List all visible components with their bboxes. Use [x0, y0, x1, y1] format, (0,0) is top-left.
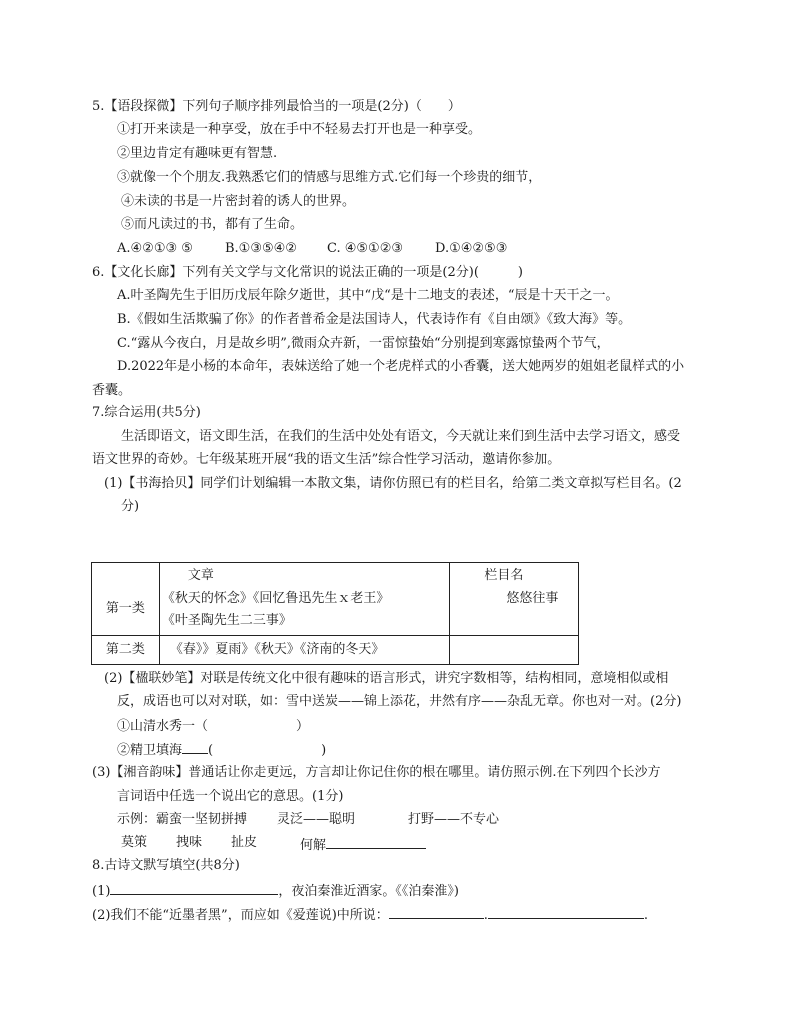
row1-label-cell — [92, 563, 160, 636]
q7-title: 7.综合运用(共5分) — [92, 405, 201, 420]
q8-s2-blank-2[interactable] — [488, 904, 644, 919]
example-3: 打野——不专心 — [408, 812, 500, 827]
q5-item-4: ④未读的书是一片密封着的诱人的世界。 — [121, 194, 356, 209]
q7-part2-line1: (2)【楹联妙笔】对联是传统文化中很有趣味的语言形式，讲究字数相等，结构相同，意境相似或相 — [104, 671, 669, 686]
row1-label: 第一类 — [105, 601, 145, 616]
q7-part2-a-blank[interactable] — [208, 716, 296, 730]
q8-sentence-1 — [92, 880, 459, 901]
q8-sentence-2 — [92, 904, 648, 925]
q7-part2-b-suffix: ) — [321, 743, 327, 758]
q7-part2-line2: 反，成语也可以对对联，如：雪中送炭——锦上添花，井然有序——杂乱无章。你也对一对。(2分) — [117, 694, 682, 709]
q7-part3-example — [117, 811, 247, 829]
q8-s2-sep: . — [483, 908, 488, 923]
dialect-word-4-label: 何解 — [300, 838, 327, 853]
header-article: 文章 — [187, 568, 214, 583]
q8-s1-blank[interactable] — [110, 880, 278, 895]
example-label: 示例： — [117, 812, 157, 827]
row2-label: 第二类 — [92, 636, 160, 665]
header-column: 栏目名 — [484, 568, 524, 583]
row1-articles-line2: 《叶圣陶先生二三事》 — [161, 613, 292, 628]
q7-part2-a-suffix: ） — [296, 719, 310, 734]
q8-title: 8.古诗文默写填空(共8分) — [92, 858, 240, 873]
q5-option-a: A.④②①③ ⑤ — [117, 241, 193, 256]
q5-stem: 5.【语段探微】下列句子顺序排列最恰当的一项是(2分)（ ） — [92, 99, 461, 114]
q8-s1-prefix: (1) — [92, 884, 111, 899]
q8-s1-text: ，夜泊秦淮近酒家。《《泊秦淮》) — [278, 884, 459, 899]
example-1: 霸蛮一坚韧拼搏 — [156, 812, 248, 827]
q7-part2-a — [117, 716, 309, 736]
column-name-table — [91, 562, 579, 665]
q7-part1-line1: (1)【书海拾贝】同学们计划编辑一本散文集，请你仿照已有的栏目名，给第二类文章拟写栏目名。(2 — [104, 476, 682, 491]
row1-articles-cell — [159, 563, 450, 636]
q6-option-b: B.《假如生活欺骗了你》的作者普希金是法国诗人，代表诗作有《自由颂》《致大海》等。 — [117, 312, 632, 327]
q7-part2-b-mid: ( — [208, 743, 214, 758]
dialect-word-2: 拽味 — [176, 835, 203, 850]
row2-articles: 《春》》夏雨》《秋天》《济南的冬天》 — [169, 642, 385, 657]
q6-stem: 6.【文化长廊】下列有关文学与文化常识的说法正确的一项是(2分)( ) — [92, 265, 523, 280]
q8-s2-text: (2)我们不能“近墨者黑”，而应如《爱莲说)中所说： — [92, 908, 389, 923]
q8-s2-end: . — [643, 908, 649, 923]
q5-item-1: ①打开来读是一种享受，放在手中不轻易去打开也是一种享受。 — [117, 122, 482, 137]
row1-column-cell — [450, 563, 579, 636]
dialect-word-1: 莫策 — [121, 835, 148, 850]
row1-column-name: 悠悠往事 — [506, 591, 559, 606]
q6-option-c: C.“露从今夜白，月是故乡明”,微雨众卉新，一雷惊蛰始“分别提到寒露惊蛰两个节气， — [117, 336, 610, 351]
q5-item-2: ②里边肯定有趣味更有智慧. — [117, 146, 278, 161]
q5-item-3: ③就像一个个朋友.我熟悉它们的情感与思维方式.它们每一个珍贵的细节， — [117, 170, 542, 185]
q8-s2-blank-1[interactable] — [389, 904, 484, 919]
q5-option-c: C. ④⑤①②③ — [327, 241, 404, 256]
q7-part2-b-blank[interactable] — [182, 739, 208, 754]
q7-part2-b-answer[interactable] — [213, 740, 321, 754]
q6-option-a: A.叶圣陶先生于旧历戊辰年除夕逝世，其中“戊“是十二地支的表述，“辰是十天干之一。 — [117, 288, 619, 303]
q7-part2-b-prefix: ②精卫填海 — [117, 743, 183, 758]
table-row — [92, 563, 579, 636]
q5-option-d: D.①④②⑤③ — [435, 241, 508, 256]
q7-part2-a-prefix: ①山清水秀一（ — [117, 719, 209, 734]
row2-column-answer-cell[interactable] — [450, 636, 579, 665]
table-row — [92, 636, 579, 665]
q7-intro-line2: 语文世界的奇妙。七年级某班开展“我的语文生活”综合性学习活动，邀请你参加。 — [92, 452, 561, 467]
dialect-word-4 — [300, 834, 426, 855]
q7-part3-line1: (3)【湘音韵味】普通话让你走更远，方言却让你记住你的根在哪里。请仿照示例.在下列四个长沙方 — [92, 765, 661, 780]
q6-option-d-line2: 香囊。 — [92, 383, 132, 398]
q7-part1-line2: 分) — [121, 499, 140, 514]
q7-part3-line2: 言词语中任选一个说出它的意思。(1分) — [117, 789, 344, 804]
row2-articles-cell — [159, 636, 450, 665]
dialect-answer-blank[interactable] — [326, 834, 426, 849]
q5-option-b: B.①③⑤④② — [225, 241, 297, 256]
dialect-word-3: 扯皮 — [231, 835, 258, 850]
row1-articles-line1: 《秋天的怀念》《回忆鲁迅先生ｘ老王》 — [161, 591, 390, 606]
q7-intro-line1: 生活即语文，语文即生活，在我们的生活中处处有语文，今天就让来们到生活中去学习语文，感受 — [121, 429, 681, 444]
example-2: 灵泛——聪明 — [277, 812, 356, 827]
q5-item-5: ⑤而凡读过的书，都有了生命。 — [121, 217, 304, 232]
q6-option-d-line1: D.2022年是小杨的本命年，表妹送给了她一个老虎样式的小香囊，送大她两岁的姐姐老鼠样式的小 — [117, 359, 685, 374]
q7-part2-b — [117, 739, 326, 760]
